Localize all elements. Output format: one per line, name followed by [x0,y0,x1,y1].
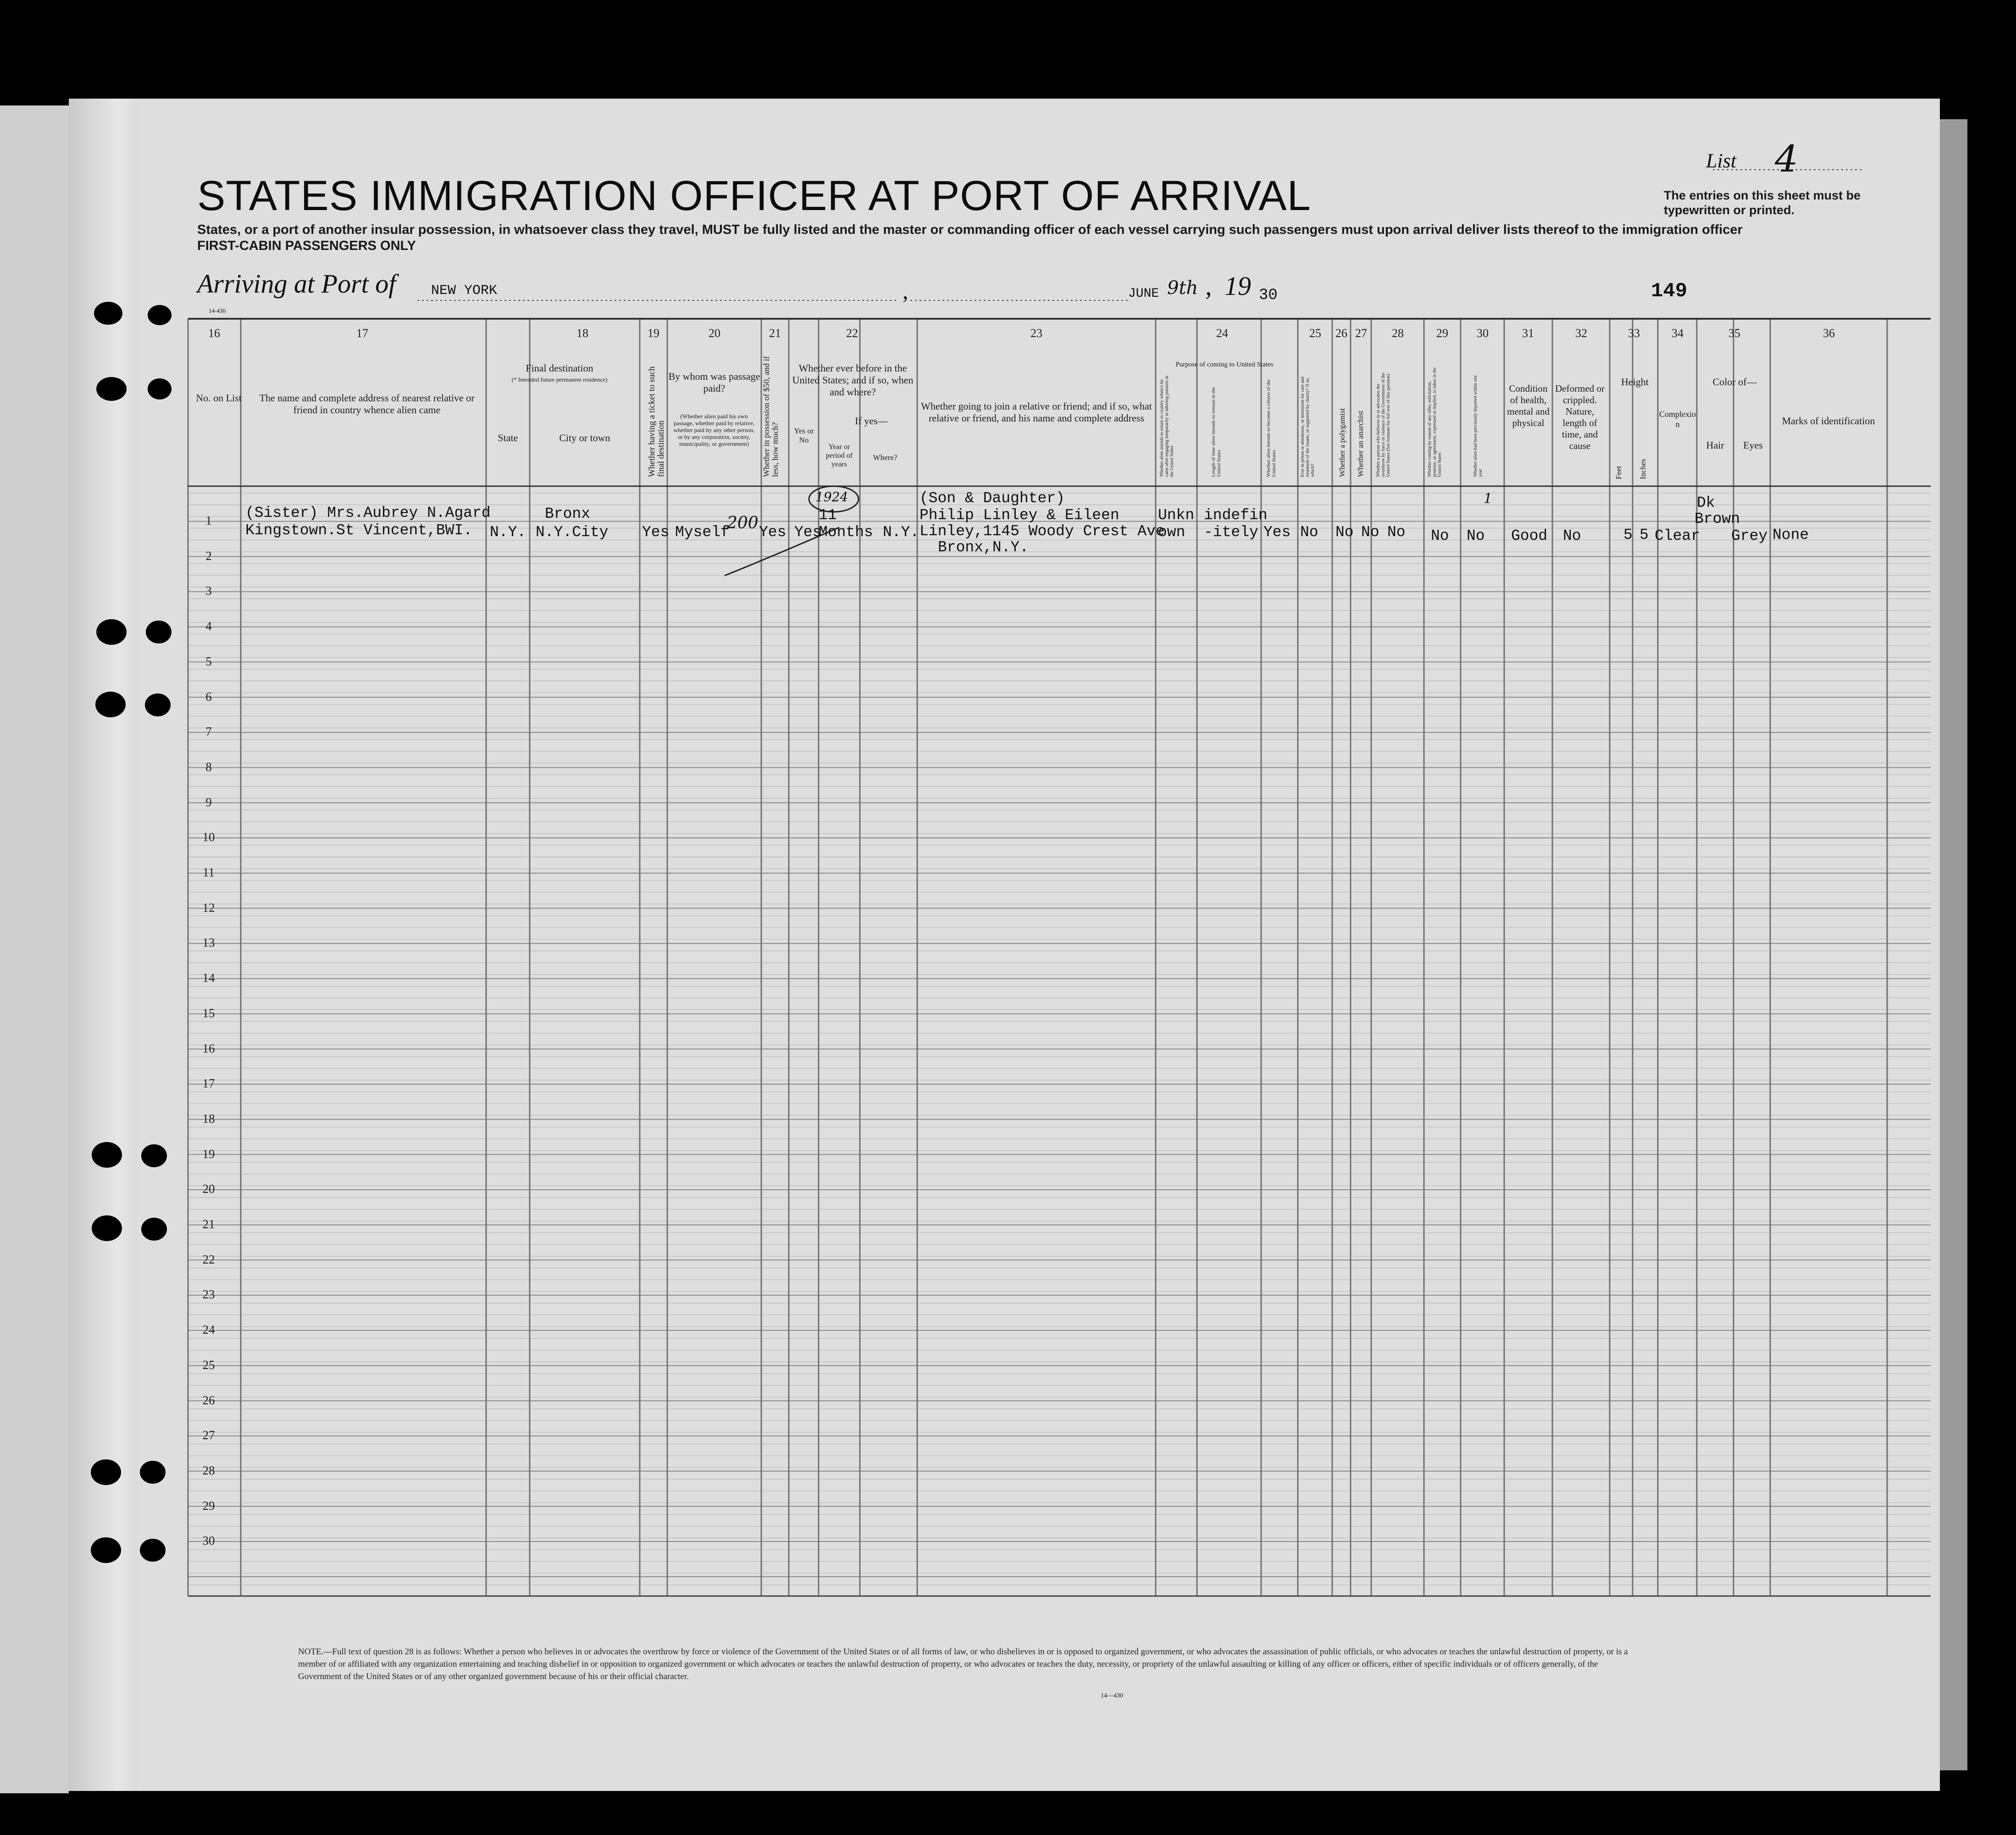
overthrow-answer: No [1387,524,1406,541]
row-number: 19 [202,1147,215,1161]
header-deformed: Deformed or crippled. Nature, length of time, and cause [1555,383,1605,451]
subtitle-line-1: States, or a port of another insular possession, in whatsoever class they travel, MUST be fully listed and the master or commanding officer of each vessel carrying such passengers must upon arrival deliver lists thereof to the immigration officer [197,222,1743,237]
before-in-us-answer: Yes [794,524,822,541]
row-number: 30 [202,1534,215,1548]
header-year-period: Year or period of years [825,443,853,468]
header-purpose: Purpose of coming to United States [1175,361,1274,368]
height-inches: 5 [1639,527,1649,543]
column-number: 19 [648,327,659,340]
header-final-destination: Final destination [526,362,593,374]
deported-answer: No [1467,527,1485,544]
row-number: 26 [202,1393,215,1407]
header-color-of: Color of— [1712,376,1757,388]
column-number: 20 [709,327,720,340]
row-number: 16 [202,1041,215,1055]
form-code-top: 14-430 [209,307,226,314]
joining-relation: (Son & Daughter) [919,490,1065,507]
date-century: 19 [1224,271,1251,301]
row-number: 1 [205,514,212,527]
header-list-number: No. on List [196,392,242,404]
row-number: 7 [205,725,212,739]
port-value: NEW YORK [431,283,498,299]
column-number: 18 [576,327,588,340]
column-number: 28 [1392,327,1404,340]
row-number: 8 [205,760,212,774]
column-number: 26 [1335,327,1347,340]
row-number: 22 [202,1252,215,1266]
deformed-answer: No [1563,527,1581,544]
row-number: 29 [202,1498,215,1513]
column-number: 17 [356,327,368,340]
header-yes-no: Yes or No [794,427,814,444]
column-number: 35 [1728,327,1740,340]
column-number: 30 [1477,327,1489,340]
row-number: 2 [205,549,212,563]
year-handwritten: 1924 [815,489,848,504]
header-contract-labor: Whether coming by reason of any offer, solicitation, promise, or agreement, expressed or implied, to labor in the United States [1427,367,1442,477]
header-before-in-us: Whether ever before in the United States; and if so, when and where? [792,362,914,398]
column-number: 22 [846,327,858,340]
header-city: City or town [559,432,610,444]
header-hair: Hair [1706,439,1724,451]
row-number: 5 [205,654,212,668]
header-polygamist: Whether a polygamist [1338,408,1346,477]
row-number: 4 [205,619,212,633]
row-number: 3 [205,584,212,598]
column-number: 29 [1436,327,1448,340]
row-number: 15 [202,1006,215,1020]
hair-color-line1: Dk [1697,494,1715,511]
header-feet: Feet [1614,466,1623,479]
row-number: 10 [202,830,215,844]
header-return-intent: Whether alien intends to return to country whence he came after engaging temporarily in laboring pursuits in the United States [1159,376,1174,477]
column-number: 34 [1672,327,1684,340]
passage-paid-by: Myself [675,524,730,541]
header-deported: Whether alien had been previously deported within one year [1473,375,1483,477]
row-number: 14 [202,971,215,985]
row-number: 28 [202,1463,215,1477]
money-amount-handwritten: 200 [727,514,759,532]
page-number: 149 [1651,280,1688,303]
header-where: Where? [873,453,897,462]
page-title: STATES IMMIGRATION OFFICER AT PORT OF ARRIVAL [197,172,1311,219]
row-number: 12 [202,900,215,915]
column-number: 24 [1216,327,1228,340]
destination-city-line1: Bronx [545,505,591,522]
header-overthrow: Whether a person who believes in or advocates the overthrow by force or violence of the Government of the United States (See footnote for full text of this question) [1376,372,1391,477]
ticket-answer: Yes [642,524,670,541]
identification-marks: None [1772,527,1809,543]
form-code-bottom: 14—430 [1101,1692,1123,1699]
list-label: List [1706,150,1737,172]
row-number: 25 [202,1358,215,1372]
return-intent-line2: own [1158,524,1185,541]
column-number: 27 [1355,327,1367,340]
eye-color: Grey [1731,527,1768,544]
header-ticket: Whether having a ticket to such final destination [647,366,666,477]
header-anarchist: Whether an anarchist [1356,410,1365,477]
row-number: 18 [202,1111,215,1125]
date-year: 30 [1259,287,1278,304]
column-number: 36 [1823,327,1835,340]
column-number: 31 [1522,327,1534,340]
header-money: Whether in possession of $50, and if less, how much? [762,356,780,477]
header-state: State [498,432,518,444]
header-passage-paid: By whom was passage paid? [668,371,760,394]
date-month: JUNE [1128,287,1159,301]
prison-answer: No [1300,524,1318,541]
header-if-yes: If yes— [855,415,888,427]
row-number: 27 [202,1428,215,1442]
date-comma: , [1205,271,1212,301]
row-number: 9 [205,795,212,809]
complexion-answer: Clear [1655,527,1700,544]
destination-state: N.Y. [490,524,526,541]
contract-labor-answer: No [1431,527,1449,544]
period-unit: Months [819,524,873,541]
arriving-label: Arriving at Port of [197,269,396,299]
deported-mark: 1 [1484,491,1493,507]
typewritten-notice: The entries on this sheet must be typewritten or printed. [1664,188,1861,217]
header-length-of-stay: Length of time alien intends to remain in the United States [1211,387,1222,477]
header-joining: Whether going to join a relative or friend; and if so, what relative or friend, and his name and complete address [921,400,1152,424]
header-prison: Ever in prison or almshouse, or institution for care and treatment of the insane, or supported by charity? If so, which? [1300,377,1315,477]
length-of-stay-line2: -itely [1204,524,1258,541]
row-number: 17 [202,1076,215,1091]
column-number: 25 [1309,327,1321,340]
header-identification-marks: Marks of identification [1782,415,1875,427]
row-number: 24 [202,1323,215,1337]
row-number: 23 [202,1287,215,1302]
row-number: 11 [203,865,215,879]
header-eyes: Eyes [1743,439,1763,451]
length-of-stay-line1: indefin [1204,507,1268,524]
list-number: 4 [1775,138,1798,180]
row-number: 6 [205,689,212,704]
period-number: 11 [819,507,837,524]
header-inches: Inches [1639,459,1647,479]
where-answer: N.Y. [883,524,919,541]
money-answer: Yes [759,524,786,541]
polygamist-answer: No [1335,524,1354,541]
height-feet: 5 [1623,527,1633,543]
row-number: 21 [202,1217,215,1231]
header-relative-address: The name and complete address of nearest relative or friend in country whence alien came [259,392,475,416]
destination-city-line2: N.Y.City [536,524,609,541]
header-passage-note: (Whether alien paid his own passage, whether paid by relative, whether paid by any other person, or by any corporation, society, municipality, or government) [673,413,755,447]
header-height: Height [1621,376,1649,388]
question-28-footnote: NOTE.—Full text of question 28 is as follows: Whether a person who believes in or advocates the overthrow by force or violence of the Government of the United States or of all forms of law, or who disbelieves in or is opposed to organized government, or who advocates the assassination of public officials, or who advocates or teaches the unlawful destruction of property, or is a member of or affiliated with any organization entertaining and teaching disbelief in or opposition to organized government or which advocates or teaches the unlawful destruction of property, or who advocates or teaches the duty, necessity, or propriety of the unlawful assaulting or killing of any officer or officers, either of specific individuals or of officers generally, of the Government of the United States or of any other organized government because of his or their official character. [298,1647,1628,1681]
header-final-destination-note: (* Intended future permanent residence) [511,376,608,383]
comma-separator: , [903,278,908,304]
date-day: 9th [1167,277,1198,299]
anarchist-answer: No [1361,524,1379,541]
column-number: 32 [1575,327,1587,340]
row-number: 20 [202,1182,215,1196]
header-complexion: Complexion [1659,410,1696,429]
relative-name: (Sister) Mrs.Aubrey N.Agard [245,504,491,521]
row-number: 13 [202,936,215,950]
citizen-answer: Yes [1263,524,1291,541]
joining-names: Philip Linley & Eileen [919,507,1119,524]
health-answer: Good [1511,527,1548,544]
joining-city: Bronx,N.Y. [938,539,1029,556]
return-intent-line1: Unkn [1158,507,1195,524]
joining-address: Linley,1145 Woody Crest Ave [919,523,1165,540]
column-number: 16 [208,327,220,340]
header-health: Condition of health, mental and physical [1507,383,1550,428]
hair-color-line2: Brown [1695,510,1740,527]
subtitle-line-2: FIRST-CABIN PASSENGERS ONLY [197,238,416,253]
column-number: 33 [1628,327,1640,340]
column-number: 21 [769,327,781,340]
column-number: 23 [1030,327,1042,340]
relative-address: Kingstown.St Vincent,BWI. [245,522,473,539]
header-citizen: Whether alien intends to become a citizen of the United States [1266,379,1277,477]
